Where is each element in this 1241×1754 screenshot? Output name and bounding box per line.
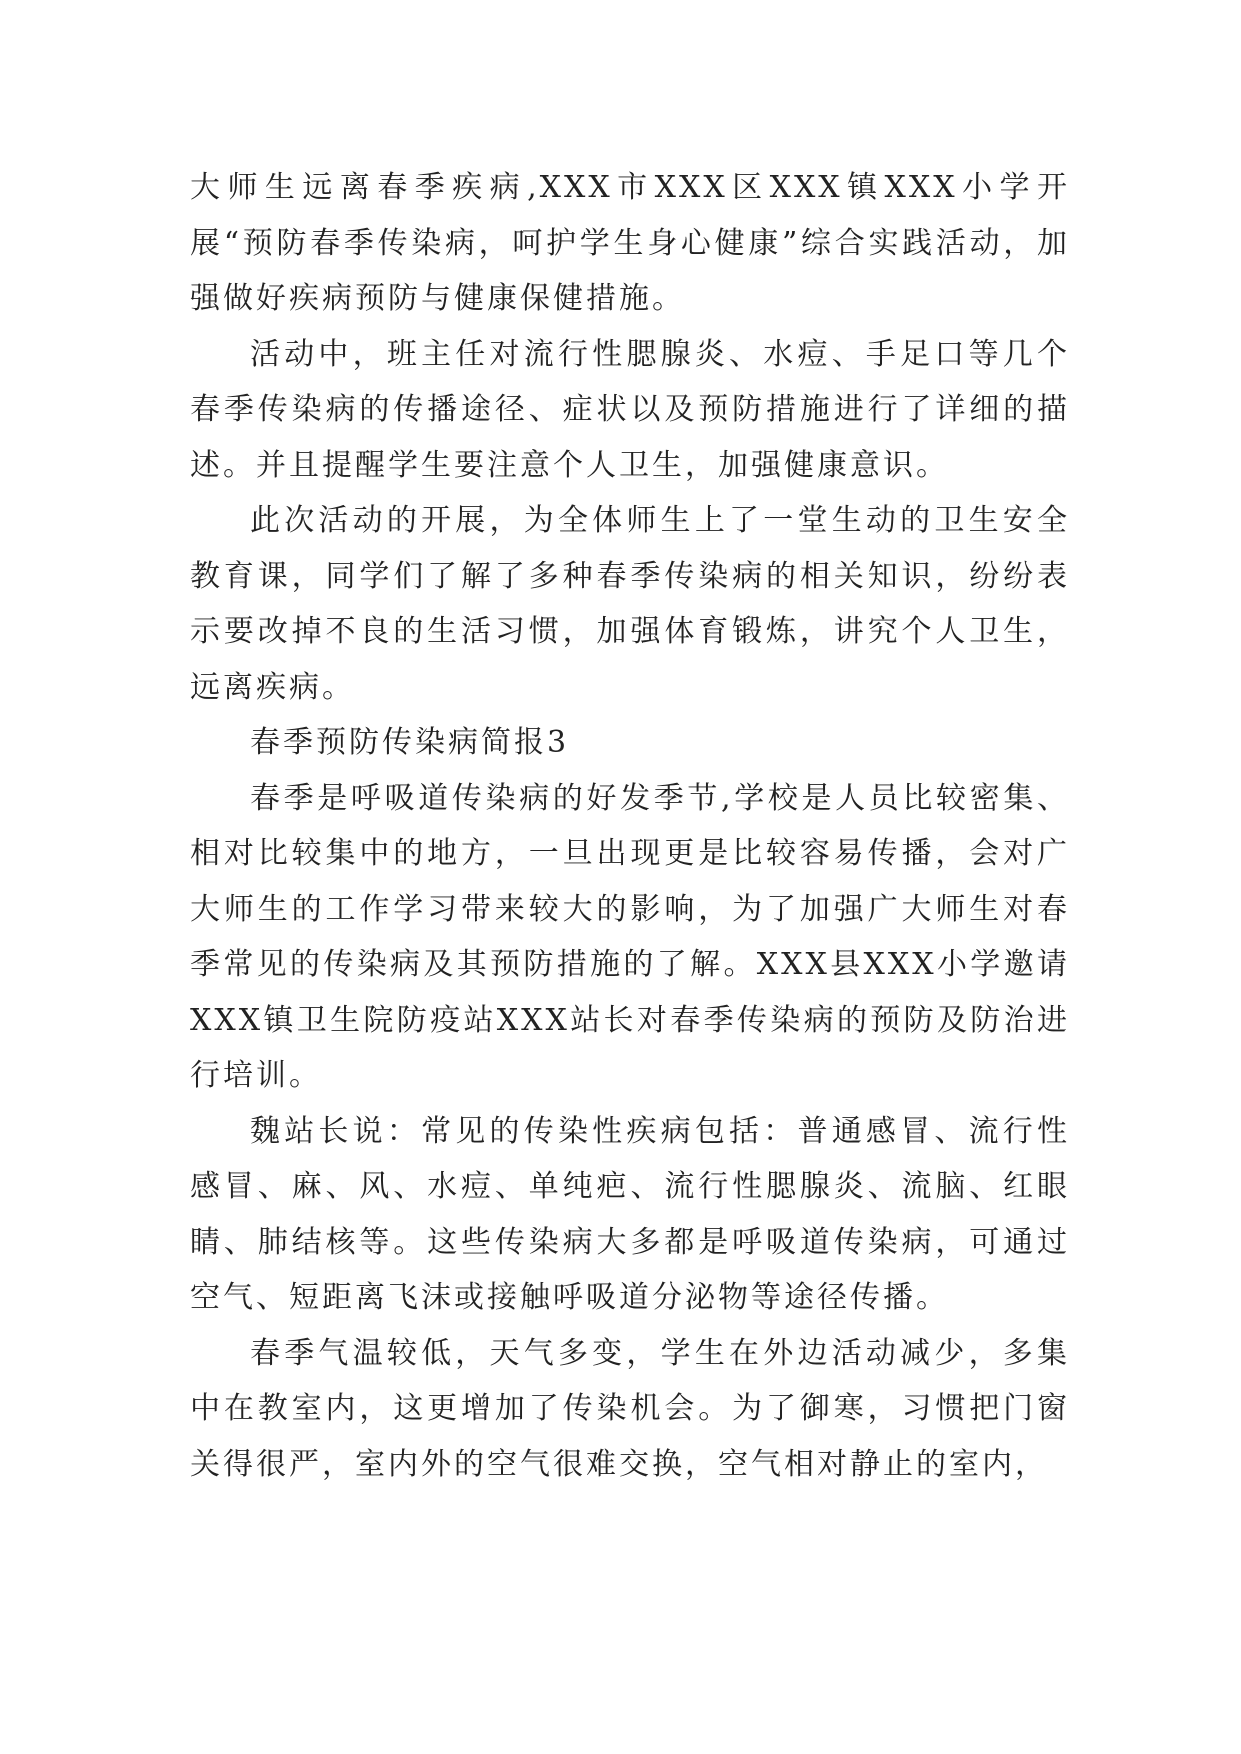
paragraph-activity-description: 活动中，班主任对流行性腮腺炎、水痘、手足口等几个春季传染病的传播途径、症状以及预防措施进行了详细的描述。并且提醒学生要注意个人卫生，加强健康意识。 [190, 336, 1070, 483]
paragraph-intro-continued: 大师生远离春季疾病,XXX市XXX区XXX镇XXX小学开展“预防春季传染病，呵护学生身心健康”综合实践活动，加强做好疾病预防与健康保健措施。 [190, 170, 1070, 316]
section-heading-bulletin-3: 春季预防传染病简报3 [250, 725, 570, 760]
paragraph-activity-result: 此次活动的开展，为全体师生上了一堂生动的卫生安全教育课，同学们了解了多种春季传染病的相关知识，纷纷表示要改掉不良的生活习惯，加强体育锻炼，讲究个人卫生，远离疾病。 [190, 503, 1070, 705]
paragraph-spring-season-training: 春季是呼吸道传染病的好发季节,学校是人员比较密集、相对比较集中的地方，一旦出现更是比较容易传播，会对广大师生的工作学习带来较大的影响，为了加强广大师生对春季常见的传染病及其预防措施的了解。XXX县XXX小学邀请XXX镇卫生院防疫站XXX站长对春季传染病的预防及防治进行培训。 [190, 780, 1070, 1093]
paragraph-indoor-air: 春季气温较低，天气多变，学生在外边活动减少，多集中在教室内，这更增加了传染机会。为了御寒，习惯把门窗关得很严，室内外的空气很难交换，空气相对静止的室内， [190, 1335, 1070, 1482]
document-body [190, 160, 1070, 1492]
paragraph-common-diseases: 魏站长说：常见的传染性疾病包括：普通感冒、流行性感冒、麻、风、水痘、单纯疤、流行性腮腺炎、流脑、红眼睛、肺结核等。这些传染病大多都是呼吸道传染病，可通过空气、短距离飞沫或接触呼吸道分泌物等途径传播。 [190, 1113, 1070, 1315]
